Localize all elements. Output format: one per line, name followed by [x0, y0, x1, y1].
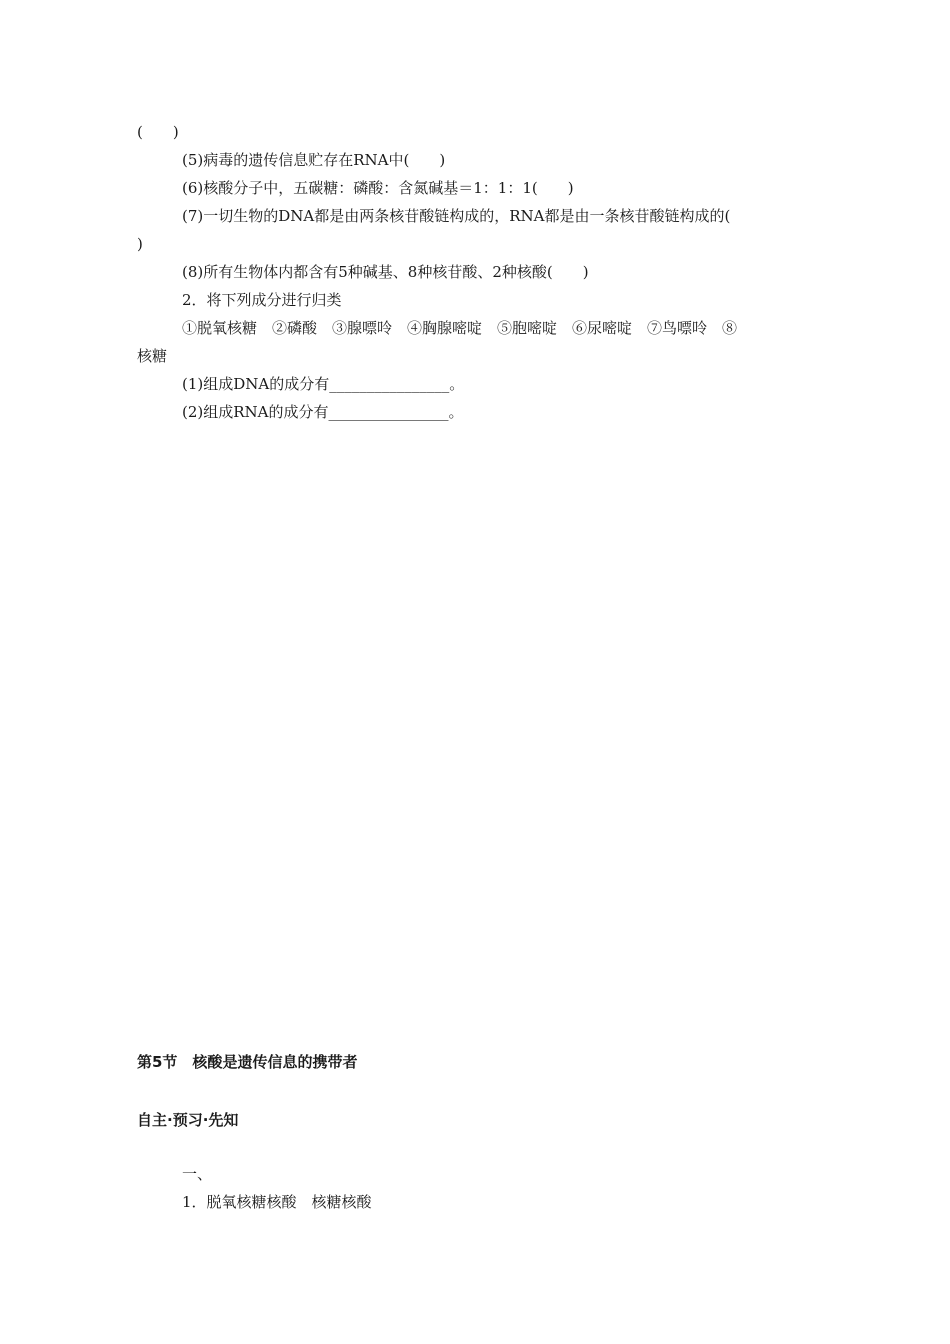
section-title: 第5节 核酸是遗传信息的携带者 — [137, 1053, 358, 1071]
question-7-line-2: ) — [137, 235, 143, 253]
question-8: (8)所有生物体内都含有5种碱基、8种核苷酸、2种核酸( ) — [182, 263, 589, 281]
classify-items-line-1: ①脱氧核糖 ②磷酸 ③腺嘌呤 ④胸腺嘧啶 ⑤胞嘧啶 ⑥尿嘧啶 ⑦鸟嘌呤 ⑧ — [182, 319, 738, 337]
rna-components-prompt: (2)组成RNA的成分有________________。 — [182, 403, 464, 421]
classify-heading: 2．将下列成分进行归类 — [182, 291, 342, 309]
q4-tail: ( ) — [137, 123, 179, 141]
answer-1: 1．脱氧核糖核酸 核糖核酸 — [182, 1193, 372, 1211]
classify-items-line-2: 核糖 — [137, 347, 168, 365]
question-7-line-1: (7)一切生物的DNA都是由两条核苷酸链构成的，RNA都是由一条核苷酸链构成的( — [182, 207, 731, 225]
part-one-label: 一、 — [182, 1165, 213, 1183]
dna-components-prompt: (1)组成DNA的成分有________________。 — [182, 375, 465, 393]
question-6: (6)核酸分子中，五碳糖：磷酸：含氮碱基＝1：1：1( ) — [182, 179, 574, 197]
question-5: (5)病毒的遗传信息贮存在RNA中( ) — [182, 151, 446, 169]
section-subtitle: 自主·预习·先知 — [137, 1111, 239, 1129]
